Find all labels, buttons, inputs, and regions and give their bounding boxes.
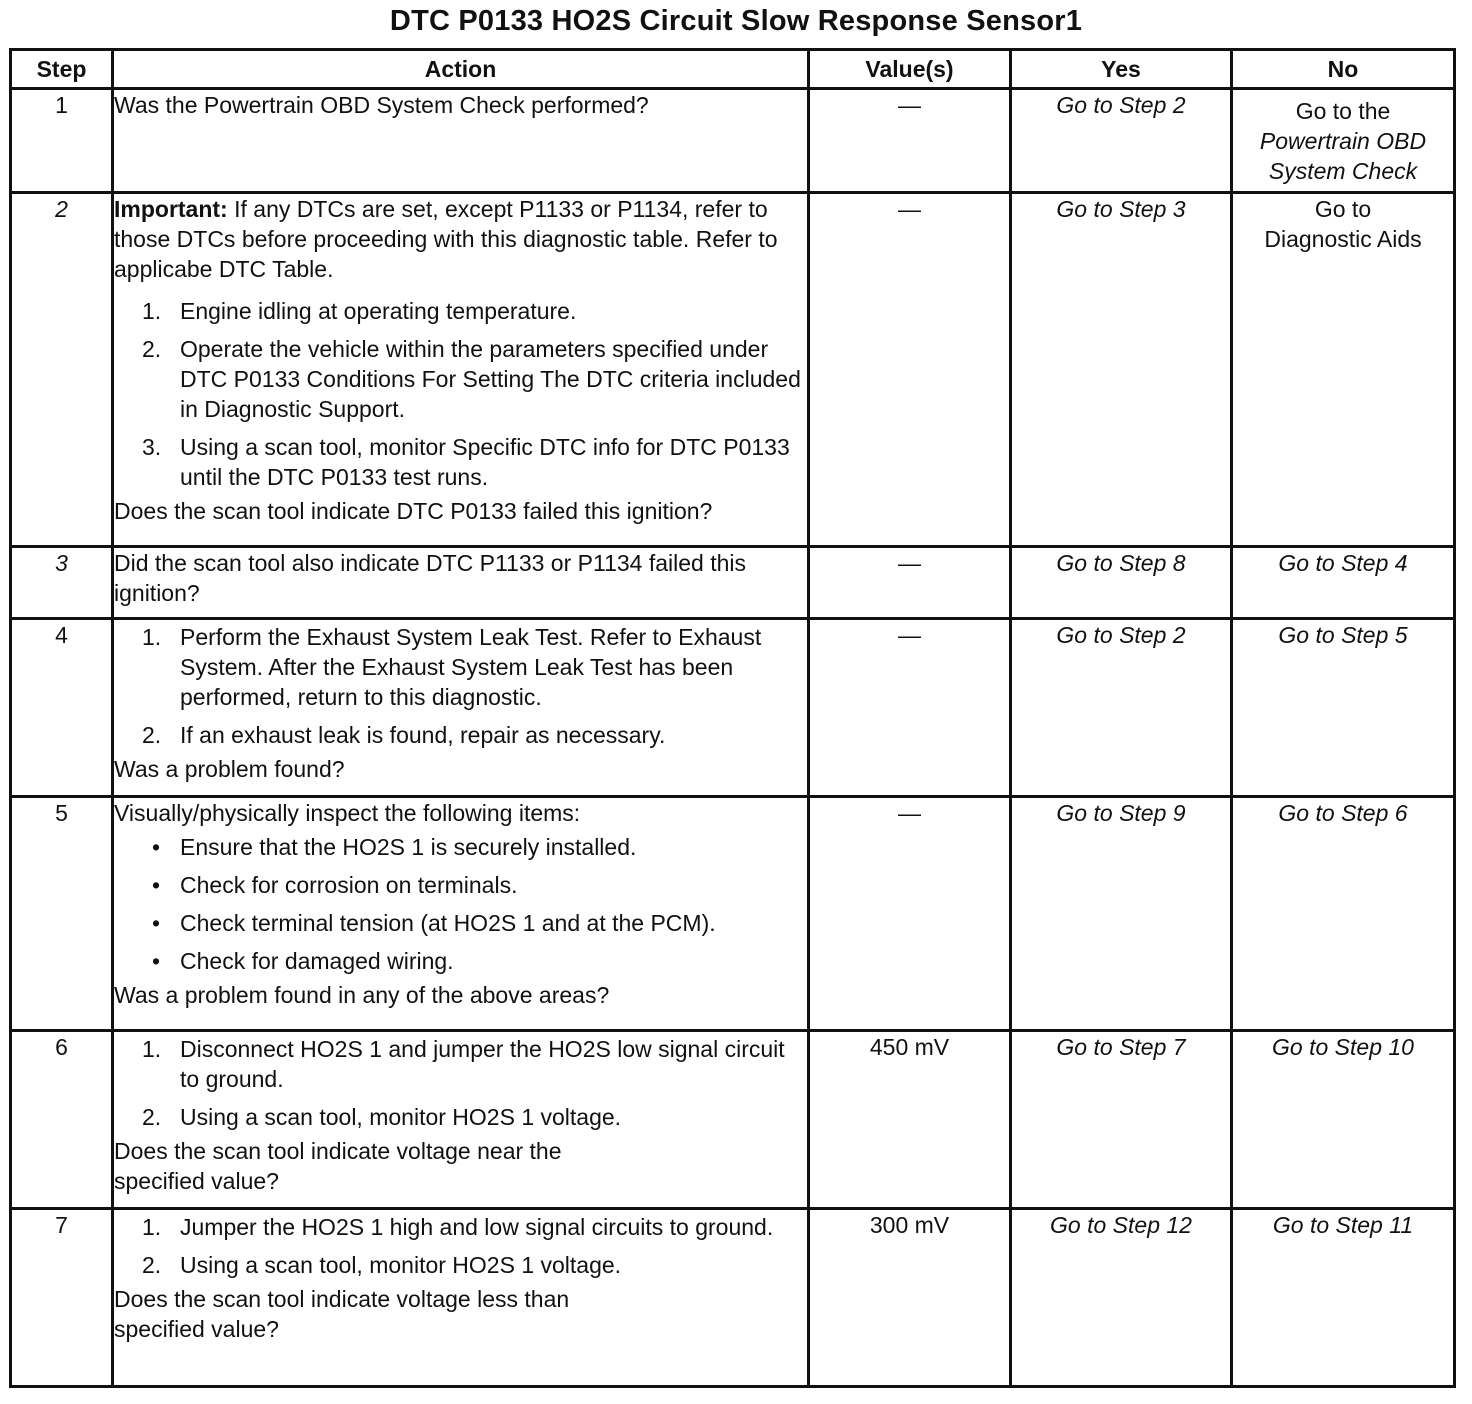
step-number: 5 [11, 797, 113, 1031]
list-item: • Check for corrosion on terminals. [152, 872, 518, 898]
no-line-2: Diagnostic Aids [1264, 226, 1422, 252]
list-item: 3. Using a scan tool, monitor Specific DTC info for DTC P0133 until the DTC P0133 test runs. [142, 434, 790, 490]
value-cell: — [809, 797, 1011, 1031]
list-item: • Check terminal tension (at HO2S 1 and at the PCM). [152, 910, 716, 936]
value-cell: — [809, 547, 1011, 619]
no-line-1: Go to [1314, 196, 1372, 222]
list-item: • Ensure that the HO2S 1 is securely installed. [152, 834, 637, 860]
action-question: Was a problem found? [114, 756, 345, 782]
action-steps [114, 1034, 807, 1132]
yes-cell[interactable]: Go to Step 9 [1011, 797, 1232, 1031]
table-row [11, 797, 1455, 1031]
action-steps [114, 1212, 807, 1280]
action-question: Does the scan tool indicate DTC P0133 failed this ignition? [114, 498, 713, 524]
list-item: 2. Using a scan tool, monitor HO2S 1 voltage. [142, 1252, 622, 1278]
action-intro: Visually/physically inspect the following items: [114, 800, 581, 826]
header-yes: Yes [1011, 50, 1232, 89]
action-cell [113, 547, 809, 619]
action-cell [113, 619, 809, 797]
table-row [11, 193, 1455, 547]
yes-cell[interactable]: Go to Step 2 [1011, 619, 1232, 797]
yes-cell[interactable]: Go to Step 3 [1011, 193, 1232, 547]
action-question: Does the scan tool indicate voltage less than specified value? [114, 1286, 570, 1342]
value-cell: 450 mV [809, 1031, 1011, 1209]
no-cell[interactable]: Go to Step 10 [1232, 1031, 1455, 1209]
action-cell [113, 89, 809, 193]
action-cell [113, 797, 809, 1031]
action-question: Was the Powertrain OBD System Check performed? [114, 92, 649, 118]
list-item: 1. Engine idling at operating temperature. [142, 298, 577, 324]
action-cell [113, 1209, 809, 1387]
list-item: 2. Using a scan tool, monitor HO2S 1 voltage. [142, 1104, 622, 1130]
step-number: 6 [11, 1031, 113, 1209]
table-row [11, 89, 1455, 193]
yes-cell[interactable]: Go to Step 8 [1011, 547, 1232, 619]
value-cell: 300 mV [809, 1209, 1011, 1387]
no-cell[interactable]: Go to Step 11 [1232, 1209, 1455, 1387]
step-number: 3 [11, 547, 113, 619]
action-steps [114, 296, 807, 492]
list-item: 1. Jumper the HO2S 1 high and low signal circuits to ground. [142, 1214, 774, 1240]
header-values: Value(s) [809, 50, 1011, 89]
no-cell[interactable] [1232, 89, 1455, 193]
list-item: • Check for damaged wiring. [152, 948, 454, 974]
list-item: 2. If an exhaust leak is found, repair as necessary. [142, 722, 666, 748]
step-number: 2 [11, 193, 113, 547]
list-item: 1. Perform the Exhaust System Leak Test. Refer to Exhaust System. After the Exhaust System Leak Test has been performed, return to this diagnostic. [142, 624, 762, 710]
important-note: Important: If any DTCs are set, except P1133 or P1134, refer to those DTCs before proceeding with this diagnostic table. Refer to applicabe DTC Table. [114, 196, 778, 282]
action-question: Did the scan tool also indicate DTC P1133 or P1134 failed this ignition? [114, 550, 747, 606]
step-number: 4 [11, 619, 113, 797]
action-steps [114, 622, 807, 750]
no-line-1: Go to the [1295, 98, 1391, 124]
header-action: Action [113, 50, 809, 89]
list-item: 1. Disconnect HO2S 1 and jumper the HO2S low signal circuit to ground. [142, 1036, 785, 1092]
table-row [11, 1031, 1455, 1209]
no-cell[interactable]: Go to Step 4 [1232, 547, 1455, 619]
yes-cell[interactable]: Go to Step 7 [1011, 1031, 1232, 1209]
action-cell [113, 193, 809, 547]
action-cell [113, 1031, 809, 1209]
yes-cell[interactable]: Go to Step 12 [1011, 1209, 1232, 1387]
no-cell[interactable] [1232, 193, 1455, 547]
step-number: 1 [11, 89, 113, 193]
yes-cell[interactable]: Go to Step 2 [1011, 89, 1232, 193]
page-title: DTC P0133 HO2S Circuit Slow Response Sensor1 [389, 5, 1083, 37]
step-number: 7 [11, 1209, 113, 1387]
action-question: Was a problem found in any of the above areas? [114, 982, 610, 1008]
inspection-bullets [114, 832, 807, 976]
no-cell[interactable]: Go to Step 5 [1232, 619, 1455, 797]
table-row [11, 547, 1455, 619]
diagnostic-table [9, 48, 1456, 1388]
header-step: Step [11, 50, 113, 89]
table-row [11, 1209, 1455, 1387]
header-no: No [1232, 50, 1455, 89]
table-row [11, 619, 1455, 797]
value-cell: — [809, 193, 1011, 547]
value-cell: — [809, 619, 1011, 797]
value-cell: — [809, 89, 1011, 193]
no-cell[interactable]: Go to Step 6 [1232, 797, 1455, 1031]
list-item: 2. Operate the vehicle within the parameters specified under DTC P0133 Conditions For Setting The DTC criteria included in Diagnostic Support. [142, 336, 801, 422]
no-line-2: Powertrain OBD System Check [1259, 128, 1427, 184]
action-question: Does the scan tool indicate voltage near the specified value? [114, 1138, 562, 1194]
table-header-row [11, 50, 1455, 89]
